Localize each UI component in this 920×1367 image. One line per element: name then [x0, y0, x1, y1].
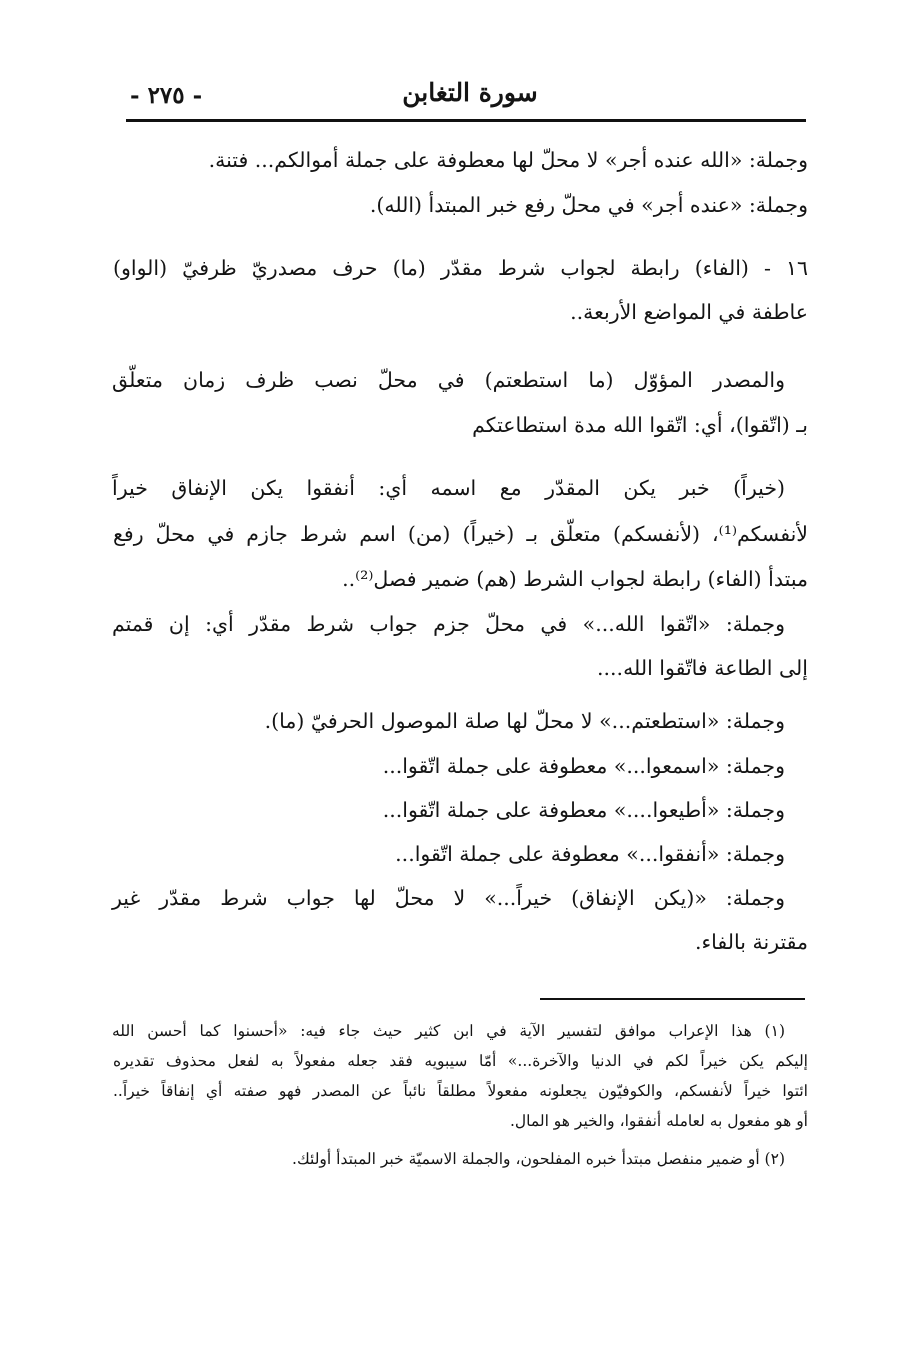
- body-line: وجملة: «اتّقوا الله...» في محلّ جزم جواب شرط مقدّر أي: إن قمتم: [112, 612, 785, 636]
- body-line: وجملة: «(يكن الإنفاق) خيراً...» لا محلّ لها جواب شرط مقدّر غير: [112, 886, 785, 910]
- body-line: بـ (اتّقوا)، أي: اتّقوا الله مدة استطاعتكم: [472, 413, 808, 437]
- body-line: إلى الطاعة فاتّقوا الله....: [597, 656, 808, 680]
- header-rule: [126, 119, 806, 122]
- footnote-line: (٢) أو ضمير منفصل مبتدأ خبره المفلحون، والجملة الاسميّة خبر المبتدأ أولئك.: [292, 1150, 785, 1168]
- body-line: (خيراً) خبر يكن المقدّر مع اسمه أي: أنفقوا يكن الإنفاق خيراً: [112, 476, 785, 500]
- body-line: وجملة: «أنفقوا...» معطوفة على جملة اتّقوا...: [395, 842, 785, 866]
- body-line: مبتدأ (الفاء) رابطة لجواب الشرط (هم) ضمير فصل⁽²⁾..: [342, 567, 808, 591]
- footnote-line: أو هو مفعول به لعامله أنفقوا، والخير هو المال.: [509, 1112, 808, 1130]
- page-number: - ٢٧٥ -: [130, 82, 203, 109]
- body-line: لأنفسكم⁽¹⁾، (لأنفسكم) متعلّق بـ (خيراً) (من) اسم شرط جازم في محلّ رفع: [113, 522, 808, 546]
- body-line: وجملة: «الله عنده أجر» لا محلّ لها معطوفة على جملة أموالكم... فتنة.: [208, 148, 808, 172]
- footnote-rule: [540, 998, 805, 1000]
- body-line: ١٦ - (الفاء) رابطة لجواب شرط مقدّر (ما) حرف مصدريّ ظرفيّ (الواو): [113, 256, 808, 280]
- page-title: سورة التغابن: [402, 78, 538, 107]
- body-line: عاطفة في المواضع الأربعة..: [570, 300, 808, 324]
- body-line: مقترنة بالفاء.: [694, 930, 808, 954]
- body-line: وجملة: «اسمعوا...» معطوفة على جملة اتّقوا...: [382, 754, 785, 778]
- footnote-line: ائتوا خيراً لأنفسكم، والكوفيّون يجعلونه مفعولاً مطلقاً نائباً عن المصدر فهو صفته أي إنفاقاً خيراً..: [113, 1082, 808, 1100]
- body-line: وجملة: «أطيعوا....» معطوفة على جملة اتّقوا...: [382, 798, 785, 822]
- body-line: والمصدر المؤوّل (ما استطعتم) في محلّ نصب ظرف زمان متعلّق: [112, 368, 785, 392]
- footnote-line: (١) هذا الإعراب موافق لتفسير الآية في ابن كثير حيث جاء فيه: «أحسنوا كما أحسن الله: [112, 1022, 785, 1040]
- footnote-line: إليكم يكن خيراً لكم في الدنيا والآخرة...» أمّا سيبويه فقد جعله مفعولاً به لفعل محذوف تقديره: [113, 1052, 808, 1070]
- body-line: وجملة: «استطعتم...» لا محلّ لها صلة الموصول الحرفيّ (ما).: [264, 709, 785, 733]
- body-line: وجملة: «عنده أجر» في محلّ رفع خبر المبتدأ (الله).: [369, 193, 808, 217]
